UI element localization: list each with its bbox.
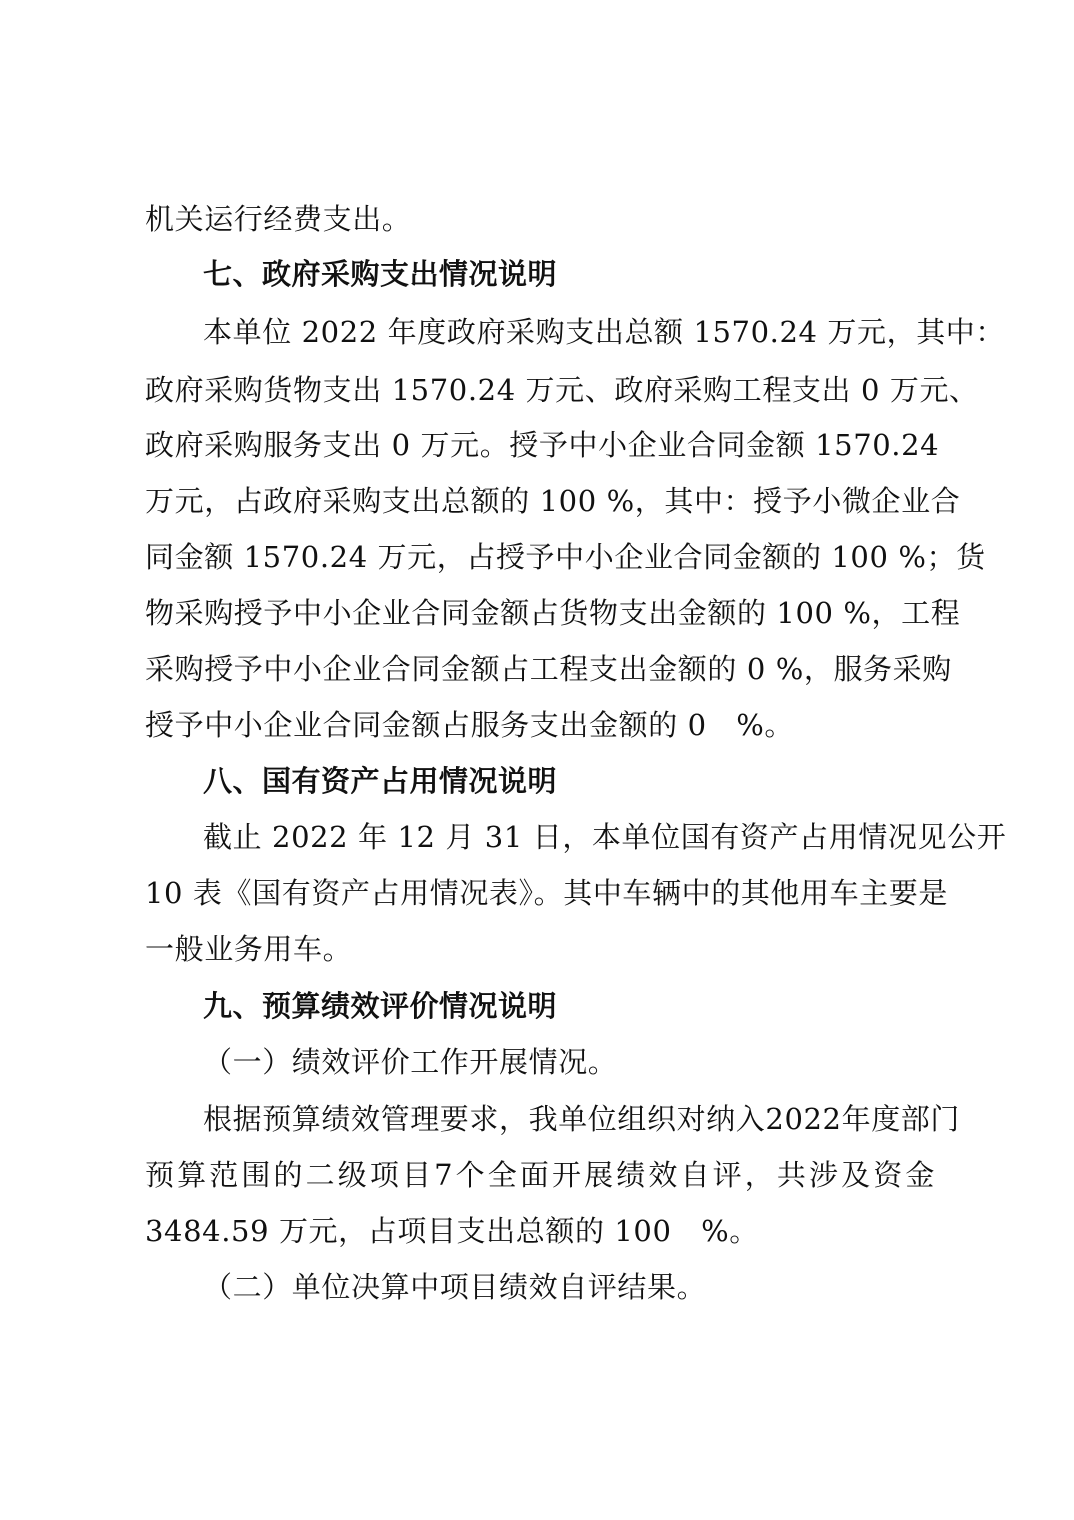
body-line: 一般业务用车。 [145,932,353,966]
body-line: 授予中小企业合同金额占服务支出金额的 0 %。 [145,708,795,742]
subsection-heading-2: （二）单位决算中项目绩效自评结果。 [203,1270,707,1304]
body-line: 万元，占政府采购支出总额的 100 %，其中：授予小微企业合 [145,484,961,518]
body-line: 政府采购货物支出 1570.24 万元、政府采购工程支出 0 万元、 [145,373,979,407]
body-line: 同金额 1570.24 万元，占授予中小企业合同金额的 100 %；货 [145,540,986,574]
body-line: 根据预算绩效管理要求，我单位组织对纳入2022年度部门 [203,1102,961,1136]
body-line: 本单位 2022 年度政府采购支出总额 1570.24 万元，其中： [203,315,1005,349]
body-line: 3484.59 万元，占项目支出总额的 100 %。 [145,1214,759,1248]
body-line: 预算范围的二级项目7个全面开展绩效自评，共涉及资金 [145,1158,935,1192]
section-heading-procurement: 七、政府采购支出情况说明 [203,257,558,291]
body-line: 10 表《国有资产占用情况表》。其中车辆中的其他用车主要是 [145,876,949,910]
body-line: 政府采购服务支出 0 万元。授予中小企业合同金额 1570.24 [145,428,940,462]
section-heading-state-assets: 八、国有资产占用情况说明 [203,764,558,798]
paragraph-tail-line: 机关运行经费支出。 [145,202,412,236]
body-line: 采购授予中小企业合同金额占工程支出金额的 0 %，服务采购 [145,652,952,686]
section-heading-performance-evaluation: 九、预算绩效评价情况说明 [203,989,558,1023]
subsection-heading-1: （一）绩效评价工作开展情况。 [203,1045,618,1079]
body-line: 物采购授予中小企业合同金额占货物支出金额的 100 %，工程 [145,596,961,630]
body-line: 截止 2022 年 12 月 31 日，本单位国有资产占用情况见公开 [203,820,1007,854]
